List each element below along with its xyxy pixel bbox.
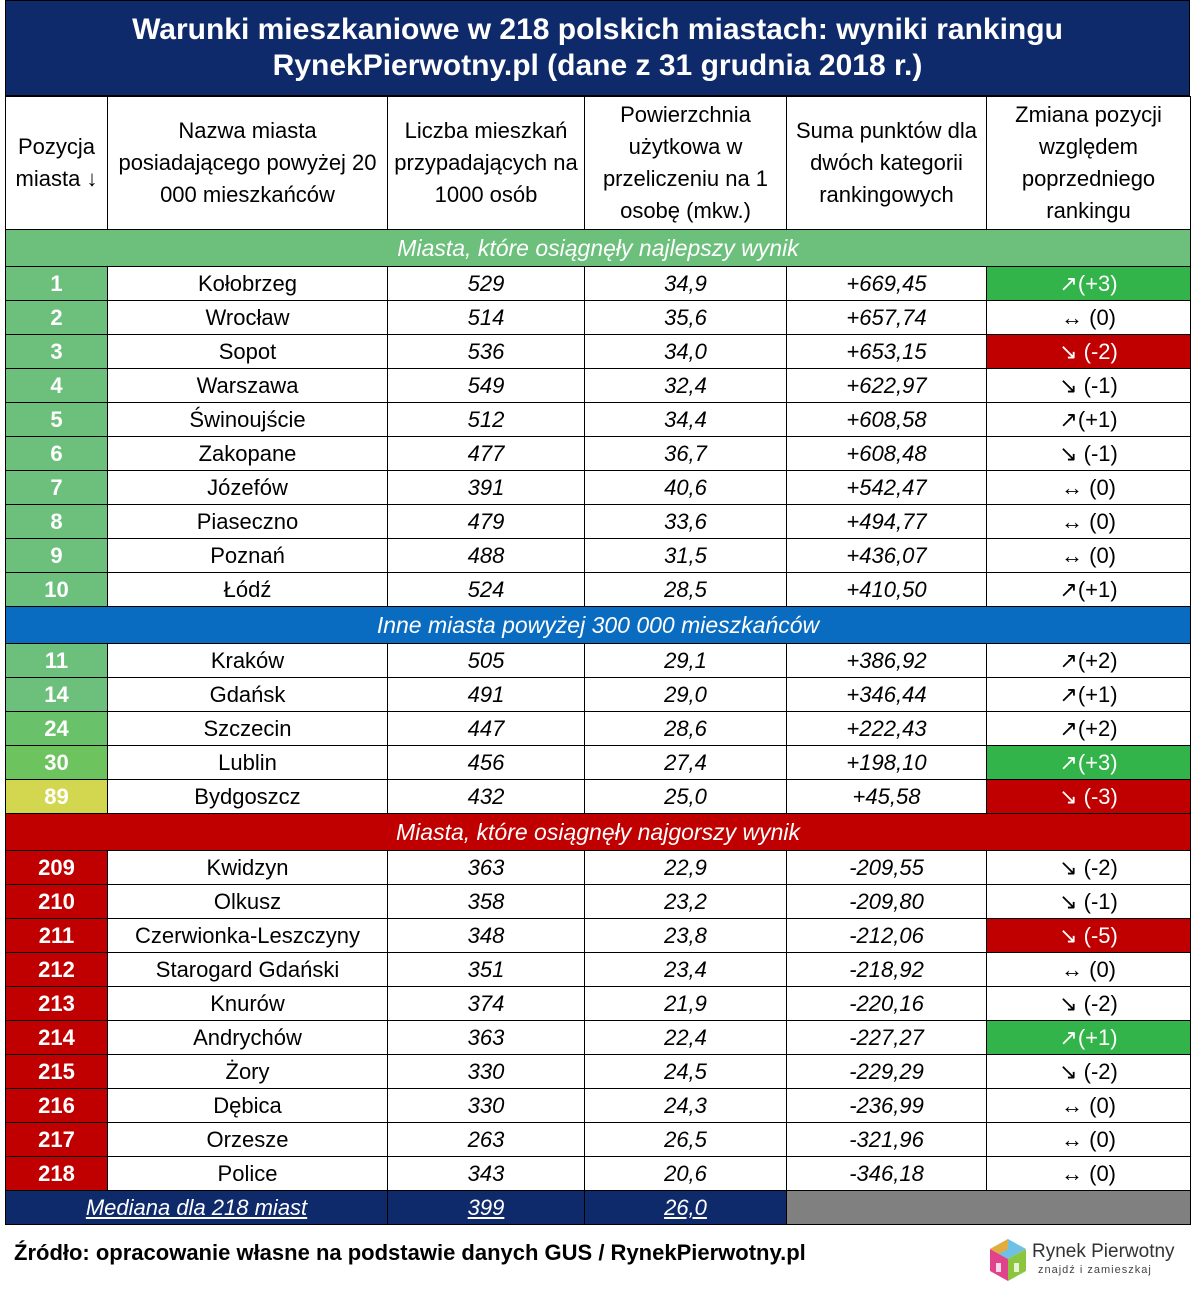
ranking-table [5, 96, 1191, 1225]
change-cell: ↘ (-1) [987, 369, 1191, 403]
area-cell: 36,7 [585, 437, 787, 471]
area-cell: 24,5 [585, 1055, 787, 1089]
area-cell: 35,6 [585, 301, 787, 335]
table-row [6, 746, 1191, 780]
change-cell: ↔ (0) [987, 953, 1191, 987]
change-cell: ↔ (0) [987, 301, 1191, 335]
change-cell: ↗(+1) [987, 678, 1191, 712]
table-row [6, 1123, 1191, 1157]
flats-cell: 529 [388, 267, 585, 301]
score-cell: +669,45 [787, 267, 987, 301]
city-cell: Police [108, 1157, 388, 1191]
table-body [6, 230, 1191, 1225]
city-cell: Kwidzyn [108, 851, 388, 885]
change-cell: ↘ (-2) [987, 335, 1191, 369]
title-line-2: RynekPierwotny.pl (dane z 31 grudnia 2018 r.) [272, 49, 923, 82]
position-cell: 6 [6, 437, 108, 471]
position-cell: 89 [6, 780, 108, 814]
score-cell: -220,16 [787, 987, 987, 1021]
area-cell: 34,0 [585, 335, 787, 369]
table-row [6, 471, 1191, 505]
change-cell: ↗(+3) [987, 746, 1191, 780]
change-cell: ↗(+3) [987, 267, 1191, 301]
table-row [6, 1055, 1191, 1089]
area-cell: 25,0 [585, 780, 787, 814]
flats-cell: 491 [388, 678, 585, 712]
change-cell: ↘ (-2) [987, 987, 1191, 1021]
flats-cell: 374 [388, 987, 585, 1021]
score-cell: +436,07 [787, 539, 987, 573]
area-cell: 29,1 [585, 644, 787, 678]
header-row [6, 97, 1191, 230]
flats-cell: 330 [388, 1055, 585, 1089]
city-cell: Kołobrzeg [108, 267, 388, 301]
score-cell: +608,58 [787, 403, 987, 437]
score-cell: -218,92 [787, 953, 987, 987]
score-cell: +410,50 [787, 573, 987, 607]
area-cell: 40,6 [585, 471, 787, 505]
area-cell: 22,4 [585, 1021, 787, 1055]
position-cell: 210 [6, 885, 108, 919]
section-label: Miasta, które osiągnęły najgorszy wynik [6, 814, 1191, 851]
position-cell: 209 [6, 851, 108, 885]
house-logo-icon [988, 1237, 1028, 1283]
city-cell: Bydgoszcz [108, 780, 388, 814]
city-cell: Żory [108, 1055, 388, 1089]
city-cell: Piaseczno [108, 505, 388, 539]
table-row [6, 1021, 1191, 1055]
header-score: Suma punktów dla dwóch kategorii rankingowych [787, 97, 987, 230]
flats-cell: 512 [388, 403, 585, 437]
position-cell: 218 [6, 1157, 108, 1191]
table-row [6, 505, 1191, 539]
score-cell: +622,97 [787, 369, 987, 403]
flats-cell: 505 [388, 644, 585, 678]
change-cell: ↘ (-1) [987, 885, 1191, 919]
change-cell: ↘ (-2) [987, 1055, 1191, 1089]
score-cell: +386,92 [787, 644, 987, 678]
score-cell: +657,74 [787, 301, 987, 335]
area-cell: 23,4 [585, 953, 787, 987]
score-cell: +542,47 [787, 471, 987, 505]
score-cell: -229,29 [787, 1055, 987, 1089]
position-cell: 14 [6, 678, 108, 712]
table-row [6, 437, 1191, 471]
position-cell: 30 [6, 746, 108, 780]
city-cell: Warszawa [108, 369, 388, 403]
logo-tagline: znajdź i zamieszkaj [1038, 1264, 1152, 1276]
median-empty-cell [787, 1191, 1191, 1225]
table-row [6, 851, 1191, 885]
table-row [6, 267, 1191, 301]
table-row [6, 780, 1191, 814]
header-city: Nazwa miasta posiadającego powyżej 20 000 mieszkańców [108, 97, 388, 230]
title-line-1: Warunki mieszkaniowe w 218 polskich miastach: wyniki rankingu [132, 13, 1063, 46]
table-row [6, 919, 1191, 953]
median-area: 26,0 [585, 1191, 787, 1225]
city-cell: Olkusz [108, 885, 388, 919]
change-cell: ↘ (-1) [987, 437, 1191, 471]
city-cell: Orzesze [108, 1123, 388, 1157]
area-cell: 28,5 [585, 573, 787, 607]
table-row [6, 953, 1191, 987]
flats-cell: 524 [388, 573, 585, 607]
city-cell: Knurów [108, 987, 388, 1021]
change-cell: ↗(+2) [987, 712, 1191, 746]
section-label: Inne miasta powyżej 300 000 mieszkańców [6, 607, 1191, 644]
position-cell: 2 [6, 301, 108, 335]
area-cell: 34,9 [585, 267, 787, 301]
position-cell: 212 [6, 953, 108, 987]
score-cell: +198,10 [787, 746, 987, 780]
city-cell: Poznań [108, 539, 388, 573]
score-cell: +346,44 [787, 678, 987, 712]
source-note: Źródło: opracowanie własne na podstawie danych GUS / RynekPierwotny.pl [14, 1240, 806, 1265]
section-header-row [6, 230, 1191, 267]
flats-cell: 363 [388, 1021, 585, 1055]
flats-cell: 536 [388, 335, 585, 369]
flats-cell: 432 [388, 780, 585, 814]
flats-cell: 348 [388, 919, 585, 953]
city-cell: Szczecin [108, 712, 388, 746]
ranking-sheet [5, 0, 1190, 1225]
score-cell: -236,99 [787, 1089, 987, 1123]
area-cell: 31,5 [585, 539, 787, 573]
area-cell: 20,6 [585, 1157, 787, 1191]
flats-cell: 549 [388, 369, 585, 403]
position-cell: 211 [6, 919, 108, 953]
change-cell: ↘ (-5) [987, 919, 1191, 953]
table-row [6, 539, 1191, 573]
score-cell: +653,15 [787, 335, 987, 369]
table-row [6, 1089, 1191, 1123]
header-change: Zmiana pozycji względem poprzedniego rankingu [987, 97, 1191, 230]
area-cell: 34,4 [585, 403, 787, 437]
score-cell: -346,18 [787, 1157, 987, 1191]
header-area: Powierzchnia użytkowa w przeliczeniu na 1 osobę (mkw.) [585, 97, 787, 230]
section-header-row [6, 607, 1191, 644]
position-cell: 216 [6, 1089, 108, 1123]
city-cell: Lublin [108, 746, 388, 780]
city-cell: Wrocław [108, 301, 388, 335]
flats-cell: 391 [388, 471, 585, 505]
city-cell: Zakopane [108, 437, 388, 471]
score-cell: +608,48 [787, 437, 987, 471]
table-row [6, 1157, 1191, 1191]
city-cell: Sopot [108, 335, 388, 369]
flats-cell: 488 [388, 539, 585, 573]
area-cell: 29,0 [585, 678, 787, 712]
city-cell: Kraków [108, 644, 388, 678]
section-header-row [6, 814, 1191, 851]
city-cell: Łódź [108, 573, 388, 607]
table-row [6, 987, 1191, 1021]
median-flats: 399 [388, 1191, 585, 1225]
area-cell: 22,9 [585, 851, 787, 885]
table-row [6, 885, 1191, 919]
score-cell: -227,27 [787, 1021, 987, 1055]
table-row [6, 712, 1191, 746]
area-cell: 27,4 [585, 746, 787, 780]
change-cell: ↔ (0) [987, 1157, 1191, 1191]
flats-cell: 514 [388, 301, 585, 335]
city-cell: Starogard Gdański [108, 953, 388, 987]
change-cell: ↗(+1) [987, 403, 1191, 437]
position-cell: 10 [6, 573, 108, 607]
flats-cell: 363 [388, 851, 585, 885]
flats-cell: 263 [388, 1123, 585, 1157]
table-row [6, 644, 1191, 678]
score-cell: +45,58 [787, 780, 987, 814]
flats-cell: 456 [388, 746, 585, 780]
table-row [6, 403, 1191, 437]
logo-name: Rynek Pierwotny [1032, 1241, 1175, 1262]
score-cell: -212,06 [787, 919, 987, 953]
change-cell: ↔ (0) [987, 471, 1191, 505]
city-cell: Andrychów [108, 1021, 388, 1055]
area-cell: 26,5 [585, 1123, 787, 1157]
change-cell: ↘ (-3) [987, 780, 1191, 814]
position-cell: 8 [6, 505, 108, 539]
position-cell: 7 [6, 471, 108, 505]
median-row [6, 1191, 1191, 1225]
table-row [6, 301, 1191, 335]
position-cell: 4 [6, 369, 108, 403]
score-cell: -209,80 [787, 885, 987, 919]
position-cell: 11 [6, 644, 108, 678]
flats-cell: 358 [388, 885, 585, 919]
score-cell: -321,96 [787, 1123, 987, 1157]
city-cell: Czerwionka-Leszczyny [108, 919, 388, 953]
city-cell: Józefów [108, 471, 388, 505]
change-cell: ↔ (0) [987, 1089, 1191, 1123]
score-cell: +222,43 [787, 712, 987, 746]
change-cell: ↔ (0) [987, 1123, 1191, 1157]
section-label: Miasta, które osiągnęły najlepszy wynik [6, 230, 1191, 267]
city-cell: Gdańsk [108, 678, 388, 712]
flats-cell: 477 [388, 437, 585, 471]
area-cell: 32,4 [585, 369, 787, 403]
header-position: Pozycja miasta ↓ [6, 97, 108, 230]
position-cell: 215 [6, 1055, 108, 1089]
area-cell: 28,6 [585, 712, 787, 746]
change-cell: ↔ (0) [987, 505, 1191, 539]
change-cell: ↘ (-2) [987, 851, 1191, 885]
brand-logo [988, 1237, 1188, 1285]
city-cell: Dębica [108, 1089, 388, 1123]
position-cell: 5 [6, 403, 108, 437]
area-cell: 23,2 [585, 885, 787, 919]
position-cell: 9 [6, 539, 108, 573]
area-cell: 23,8 [585, 919, 787, 953]
change-cell: ↗(+1) [987, 573, 1191, 607]
position-cell: 24 [6, 712, 108, 746]
header-flats: Liczba mieszkań przypadających na 1000 osób [388, 97, 585, 230]
change-cell: ↗(+1) [987, 1021, 1191, 1055]
area-cell: 24,3 [585, 1089, 787, 1123]
flats-cell: 447 [388, 712, 585, 746]
score-cell: +494,77 [787, 505, 987, 539]
change-cell: ↗(+2) [987, 644, 1191, 678]
position-cell: 213 [6, 987, 108, 1021]
position-cell: 214 [6, 1021, 108, 1055]
position-cell: 3 [6, 335, 108, 369]
area-cell: 21,9 [585, 987, 787, 1021]
position-cell: 1 [6, 267, 108, 301]
table-row [6, 335, 1191, 369]
score-cell: -209,55 [787, 851, 987, 885]
position-cell: 217 [6, 1123, 108, 1157]
change-cell: ↔ (0) [987, 539, 1191, 573]
flats-cell: 330 [388, 1089, 585, 1123]
flats-cell: 343 [388, 1157, 585, 1191]
area-cell: 33,6 [585, 505, 787, 539]
table-row [6, 678, 1191, 712]
city-cell: Świnoujście [108, 403, 388, 437]
flats-cell: 351 [388, 953, 585, 987]
flats-cell: 479 [388, 505, 585, 539]
table-row [6, 573, 1191, 607]
median-label: Mediana dla 218 miast [6, 1191, 388, 1225]
page-title [5, 0, 1190, 96]
table-row [6, 369, 1191, 403]
